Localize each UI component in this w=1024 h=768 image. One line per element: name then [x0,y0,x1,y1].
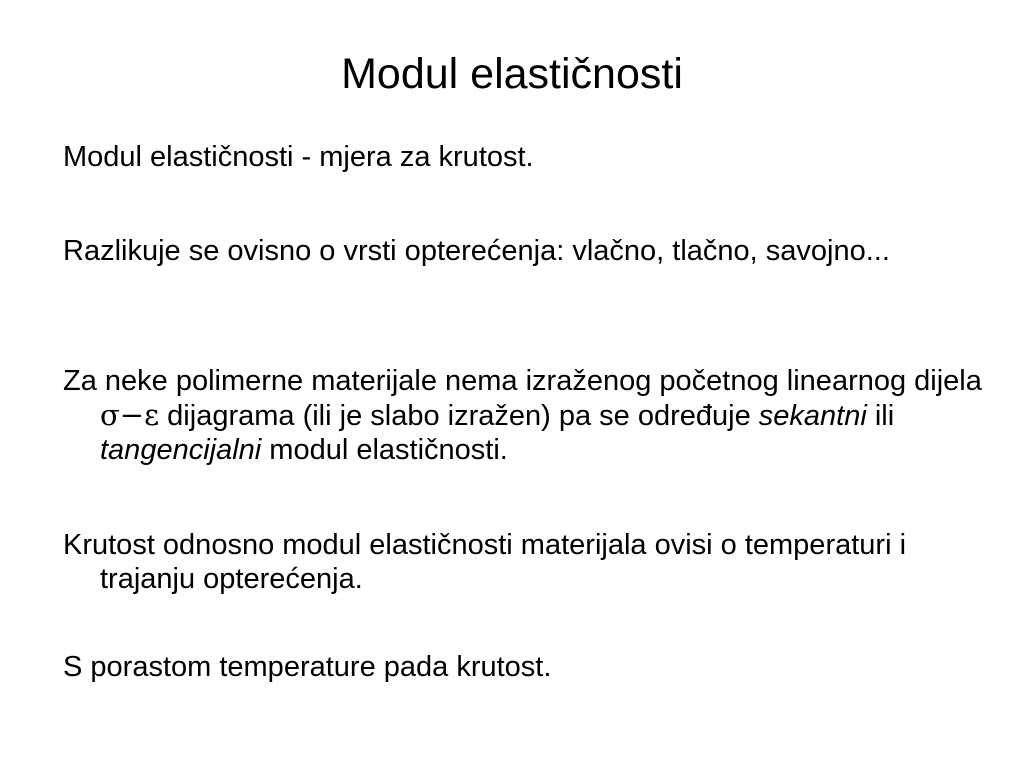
paragraph-temperature-duration: Krutost odnosno modul elastičnosti materijala ovisi o temperaturi i trajanju opterećenja. [63,529,907,595]
paragraph-secant-tangent [63,364,1000,467]
italic-term-secant: sekantni [758,400,867,432]
slide-title: Modul elastičnosti [341,50,683,98]
paragraph-text: modul elastičnosti. [261,434,508,466]
paragraph-definition: Modul elastičnosti - mjera za krutost. [63,141,534,173]
paragraph-load-types: Razlikuje se ovisno o vrsti opterećenja: vlačno, tlačno, savojno... [63,235,890,267]
paragraph-text: ili [866,400,895,432]
italic-term-tangential: tangencijalni [100,434,262,466]
paragraph-temperature-effect: S porastom temperature pada krutost. [63,651,552,683]
paragraph-text: Za neke polimerne materijale nema izraženog početnog linearnog dijela [63,365,982,397]
sigma-epsilon-symbol: σ−ε [100,398,160,432]
paragraph-text: dijagrama (ili je slabo izražen) pa se određuje [159,400,759,432]
